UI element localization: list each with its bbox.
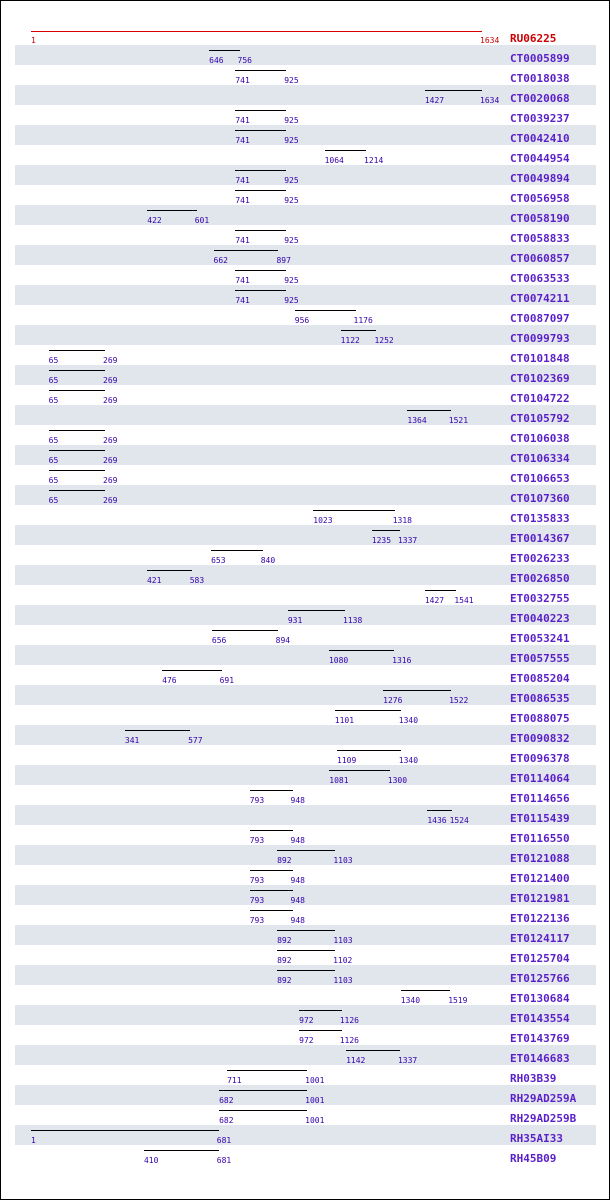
- alignment-end: 1337: [397, 536, 418, 545]
- row-shade: [15, 1125, 596, 1145]
- alignment-label[interactable]: ET0125704: [510, 952, 570, 965]
- alignment-start: 65: [48, 396, 59, 405]
- alignment-end: 269: [103, 456, 118, 465]
- row-shade: [15, 645, 596, 665]
- alignment-end: 1521: [448, 416, 469, 425]
- alignment-end: 1541: [454, 596, 474, 605]
- alignment-start: 892: [277, 856, 292, 865]
- alignment-bar: [346, 1050, 400, 1051]
- alignment-end: 1522: [449, 696, 469, 705]
- alignment-end: 269: [103, 476, 118, 485]
- alignment-label[interactable]: CT0101848: [510, 352, 570, 365]
- row-shade: [15, 125, 596, 145]
- alignment-label[interactable]: ET0088075: [510, 712, 570, 725]
- alignment-label[interactable]: ET0115439: [510, 812, 570, 825]
- alignment-bar: [313, 510, 394, 511]
- alignment-label[interactable]: CT0104722: [510, 392, 570, 405]
- alignment-label[interactable]: ET0143554: [510, 1012, 570, 1025]
- alignment-bar: [49, 370, 105, 371]
- alignment-end: 681: [216, 1156, 232, 1165]
- alignment-start: 1142: [346, 1056, 366, 1065]
- alignment-start: 931: [287, 616, 303, 625]
- alignment-bar: [49, 490, 105, 491]
- alignment-bar: [235, 270, 286, 271]
- alignment-end: 948: [290, 836, 305, 845]
- alignment-end: 948: [290, 876, 305, 885]
- alignment-label[interactable]: CT0042410: [510, 132, 570, 145]
- alignment-end: 1214: [364, 156, 384, 165]
- alignment-label[interactable]: ET0116550: [510, 832, 570, 845]
- alignment-end: 1103: [333, 856, 353, 865]
- alignment-end: 1001: [305, 1096, 325, 1105]
- alignment-bar: [31, 1130, 219, 1131]
- alignment-bar: [277, 930, 335, 931]
- row-shade: [15, 525, 596, 545]
- row-shade: [15, 205, 596, 225]
- alignment-label[interactable]: ET0143769: [510, 1032, 570, 1045]
- alignment-bar: [209, 50, 239, 51]
- alignment-start: 793: [249, 796, 265, 805]
- alignment-end: 269: [103, 396, 118, 405]
- alignment-bar: [250, 910, 293, 911]
- alignment-start: 1109: [337, 756, 357, 765]
- alignment-start: 476: [162, 676, 177, 685]
- alignment-bar: [144, 1150, 219, 1151]
- alignment-bar: [427, 810, 451, 811]
- alignment-bar: [235, 130, 286, 131]
- row-shade: [15, 1045, 596, 1065]
- alignment-end: 925: [284, 236, 299, 245]
- alignment-start: 682: [219, 1116, 234, 1125]
- alignment-start: 65: [48, 436, 59, 445]
- alignment-bar: [49, 430, 105, 431]
- alignment-label[interactable]: RH03B39: [510, 1072, 557, 1085]
- alignment-start: 972: [299, 1036, 314, 1045]
- reference-end: 1634: [480, 36, 500, 45]
- alignment-label[interactable]: ET0014367: [510, 532, 570, 545]
- alignment-end: 897: [276, 256, 291, 265]
- alignment-start: 1427: [424, 96, 445, 105]
- row-shade: [15, 165, 596, 185]
- alignment-bar: [329, 650, 394, 651]
- alignment-start: 1081: [329, 776, 349, 785]
- alignment-start: 682: [219, 1096, 234, 1105]
- alignment-label[interactable]: CT0005899: [510, 52, 570, 65]
- alignment-bar: [341, 330, 377, 331]
- alignment-start: 741: [235, 196, 250, 205]
- alignment-bar: [211, 550, 263, 551]
- alignment-end: 948: [290, 796, 305, 805]
- alignment-label[interactable]: CT0102369: [510, 372, 570, 385]
- alignment-label[interactable]: ET0086535: [510, 692, 570, 705]
- alignment-label[interactable]: CT0044954: [510, 152, 570, 165]
- alignment-bar: [49, 450, 105, 451]
- alignment-end: 1138: [343, 616, 363, 625]
- alignment-end: 1126: [339, 1016, 359, 1025]
- reference-start: 1: [31, 36, 36, 45]
- alignment-end: 1524: [449, 816, 469, 825]
- alignment-label[interactable]: RH29AD259B: [510, 1112, 577, 1125]
- alignment-end: 1102: [333, 956, 353, 965]
- alignment-start: 646: [209, 56, 224, 65]
- alignment-end: 1634: [480, 96, 500, 105]
- alignment-start: 741: [235, 176, 250, 185]
- row-shade: [15, 845, 596, 865]
- alignment-label[interactable]: CT0106653: [510, 472, 570, 485]
- alignment-end: 577: [188, 736, 203, 745]
- alignment-start: 1276: [383, 696, 403, 705]
- alignment-start: 410: [143, 1156, 159, 1165]
- alignment-start: 892: [277, 936, 292, 945]
- alignment-end: 756: [237, 56, 252, 65]
- alignment-bar: [214, 250, 279, 251]
- alignment-bar: [125, 730, 190, 731]
- alignment-start: 1340: [400, 996, 421, 1005]
- alignment-end: 1519: [448, 996, 468, 1005]
- alignment-end: 1252: [374, 336, 394, 345]
- alignment-end: 1316: [392, 656, 412, 665]
- alignment-end: 925: [284, 196, 299, 205]
- alignment-end: 269: [103, 356, 118, 365]
- alignment-start: 793: [249, 896, 265, 905]
- reference-label[interactable]: RU06225: [510, 32, 557, 45]
- row-shade: [15, 605, 596, 625]
- alignment-start: 1101: [334, 716, 355, 725]
- alignment-label[interactable]: ET0085204: [510, 672, 570, 685]
- alignment-label[interactable]: CT0020068: [510, 92, 570, 105]
- alignment-end: 1103: [333, 936, 353, 945]
- alignment-bar: [235, 70, 286, 71]
- alignment-label[interactable]: ET0026233: [510, 552, 570, 565]
- alignment-label[interactable]: CT0058833: [510, 232, 570, 245]
- alignment-end: 840: [260, 556, 276, 565]
- row-shade: [15, 965, 596, 985]
- alignment-label[interactable]: CT0106334: [510, 452, 570, 465]
- alignment-label[interactable]: CT0107360: [510, 492, 570, 505]
- row-shade: [15, 805, 596, 825]
- alignment-bar: [288, 610, 345, 611]
- alignment-bar: [235, 110, 286, 111]
- alignment-label[interactable]: ET0026850: [510, 572, 570, 585]
- alignment-end: 1001: [305, 1076, 325, 1085]
- alignment-start: 793: [249, 916, 265, 925]
- alignment-start: 956: [294, 316, 310, 325]
- alignment-bar: [425, 90, 482, 91]
- alignment-label[interactable]: ET0032755: [510, 592, 570, 605]
- alignment-end: 925: [284, 76, 299, 85]
- alignment-bar: [383, 690, 451, 691]
- alignment-label[interactable]: CT0099793: [510, 332, 570, 345]
- alignment-label[interactable]: RH29AD259A: [510, 1092, 577, 1105]
- alignment-bar: [372, 530, 400, 531]
- alignment-start: 341: [124, 736, 140, 745]
- alignment-bar: [401, 990, 450, 991]
- alignment-end: 691: [219, 676, 235, 685]
- alignment-end: 925: [284, 116, 299, 125]
- alignment-label[interactable]: ET0146683: [510, 1052, 570, 1065]
- alignment-end: 948: [290, 916, 305, 925]
- alignment-end: 1176: [353, 316, 373, 325]
- alignment-label[interactable]: CT0056958: [510, 192, 570, 205]
- row-shade: [15, 245, 596, 265]
- alignment-label[interactable]: ET0124117: [510, 932, 570, 945]
- alignment-start: 1023: [313, 516, 333, 525]
- alignment-label[interactable]: ET0122136: [510, 912, 570, 925]
- alignment-label[interactable]: RH35AI33: [510, 1132, 563, 1145]
- alignment-bar: [277, 970, 335, 971]
- alignment-end: 1001: [305, 1116, 325, 1125]
- alignment-end: 583: [189, 576, 205, 585]
- alignment-bar: [235, 190, 286, 191]
- alignment-end: 269: [103, 376, 118, 385]
- alignment-bar: [337, 750, 401, 751]
- alignment-bar: [235, 170, 286, 171]
- alignment-end: 269: [103, 436, 118, 445]
- alignment-start: 793: [249, 876, 265, 885]
- alignment-start: 793: [249, 836, 265, 845]
- alignment-start: 972: [299, 1016, 314, 1025]
- alignment-end: 1340: [398, 716, 419, 725]
- alignment-label[interactable]: ET0121400: [510, 872, 570, 885]
- alignment-label[interactable]: ET0121981: [510, 892, 570, 905]
- row-shade: [15, 285, 596, 305]
- alignment-end: 925: [284, 136, 299, 145]
- row-shade: [15, 325, 596, 345]
- alignment-label[interactable]: CT0018038: [510, 72, 570, 85]
- row-shade: [15, 925, 596, 945]
- alignment-start: 1064: [324, 156, 344, 165]
- alignment-bar: [425, 590, 456, 591]
- row-shade: [15, 685, 596, 705]
- alignment-bar: [250, 790, 293, 791]
- alignment-bar: [250, 870, 293, 871]
- alignment-bar: [219, 1110, 307, 1111]
- alignment-start: 741: [235, 296, 250, 305]
- alignment-label[interactable]: CT0060857: [510, 252, 570, 265]
- alignment-start: 656: [211, 636, 227, 645]
- alignment-bar: [250, 890, 293, 891]
- alignment-label[interactable]: ET0040223: [510, 612, 570, 625]
- alignment-end: 681: [216, 1136, 232, 1145]
- alignment-end: 1300: [387, 776, 408, 785]
- alignment-label[interactable]: CT0063533: [510, 272, 570, 285]
- alignment-label[interactable]: CT0039237: [510, 112, 570, 125]
- alignment-end: 1340: [398, 756, 419, 765]
- alignment-start: 711: [227, 1076, 242, 1085]
- alignment-end: 1318: [392, 516, 412, 525]
- row-shade: [15, 45, 596, 65]
- alignment-bar: [219, 1090, 307, 1091]
- row-shade: [15, 405, 596, 425]
- alignment-start: 653: [211, 556, 226, 565]
- alignment-bar: [235, 230, 286, 231]
- alignment-start: 1427: [424, 596, 445, 605]
- alignment-label[interactable]: CT0049894: [510, 172, 570, 185]
- alignment-start: 1: [31, 1136, 36, 1145]
- alignment-label[interactable]: CT0058190: [510, 212, 570, 225]
- alignment-bar: [49, 470, 105, 471]
- alignment-start: 65: [48, 356, 59, 365]
- alignment-bar: [329, 770, 389, 771]
- alignment-end: 1103: [333, 976, 353, 985]
- alignment-start: 65: [48, 476, 59, 485]
- alignment-bar: [250, 830, 293, 831]
- row-shade: [15, 85, 596, 105]
- alignment-start: 1235: [371, 536, 392, 545]
- alignment-start: 892: [277, 956, 292, 965]
- alignment-bar: [299, 1010, 342, 1011]
- alignment-end: 925: [284, 276, 299, 285]
- alignment-bar: [235, 290, 286, 291]
- row-shade: [15, 565, 596, 585]
- alignment-end: 1337: [397, 1056, 418, 1065]
- alignment-bar: [227, 1070, 307, 1071]
- alignment-bar: [407, 410, 450, 411]
- alignment-start: 422: [147, 216, 162, 225]
- alignment-bar: [277, 950, 335, 951]
- alignment-start: 741: [235, 76, 250, 85]
- alignment-label[interactable]: ET0121088: [510, 852, 570, 865]
- alignment-bar: [335, 710, 401, 711]
- alignment-start: 1364: [407, 416, 427, 425]
- alignment-label[interactable]: CT0087097: [510, 312, 570, 325]
- alignment-bar: [277, 850, 335, 851]
- alignment-start: 662: [213, 256, 228, 265]
- alignment-label[interactable]: CT0135833: [510, 512, 570, 525]
- alignment-start: 741: [235, 116, 250, 125]
- alignment-end: 948: [290, 896, 305, 905]
- alignment-label[interactable]: ET0114656: [510, 792, 570, 805]
- alignment-start: 421: [146, 576, 162, 585]
- alignment-label[interactable]: ET0090832: [510, 732, 570, 745]
- alignment-start: 65: [48, 456, 59, 465]
- row-shade: [15, 885, 596, 905]
- alignment-start: 892: [277, 976, 292, 985]
- alignment-start: 741: [235, 136, 250, 145]
- alignment-label[interactable]: ET0114064: [510, 772, 570, 785]
- alignment-bar: [295, 310, 356, 311]
- alignment-start: 741: [235, 236, 250, 245]
- alignment-end: 601: [194, 216, 210, 225]
- alignment-start: 1436: [427, 816, 447, 825]
- alignment-label[interactable]: CT0074211: [510, 292, 570, 305]
- alignment-start: 65: [48, 376, 59, 385]
- alignment-end: 1126: [339, 1036, 359, 1045]
- alignment-bar: [147, 570, 192, 571]
- alignment-start: 1122: [340, 336, 360, 345]
- alignment-label[interactable]: CT0105792: [510, 412, 570, 425]
- alignment-start: 741: [235, 276, 250, 285]
- alignment-label[interactable]: ET0130684: [510, 992, 570, 1005]
- alignment-end: 925: [284, 176, 299, 185]
- alignment-bar: [162, 670, 221, 671]
- alignment-label[interactable]: RH45B09: [510, 1152, 557, 1165]
- alignment-end: 894: [275, 636, 291, 645]
- alignment-bar: [147, 210, 196, 211]
- alignment-bar: [299, 1030, 342, 1031]
- alignment-label[interactable]: ET0096378: [510, 752, 570, 765]
- row-shade: [15, 725, 596, 745]
- alignment-label[interactable]: ET0125766: [510, 972, 570, 985]
- alignment-bar: [325, 150, 366, 151]
- reference-bar: [31, 31, 482, 32]
- alignment-label[interactable]: ET0053241: [510, 632, 570, 645]
- alignment-end: 925: [284, 296, 299, 305]
- alignment-start: 65: [48, 496, 59, 505]
- alignment-label[interactable]: ET0057555: [510, 652, 570, 665]
- alignment-bar: [212, 630, 278, 631]
- row-shade: [15, 765, 596, 785]
- alignment-start: 1080: [328, 656, 349, 665]
- alignment-end: 269: [103, 496, 118, 505]
- alignment-bar: [49, 350, 105, 351]
- alignment-bar: [49, 390, 105, 391]
- alignment-label[interactable]: CT0106038: [510, 432, 570, 445]
